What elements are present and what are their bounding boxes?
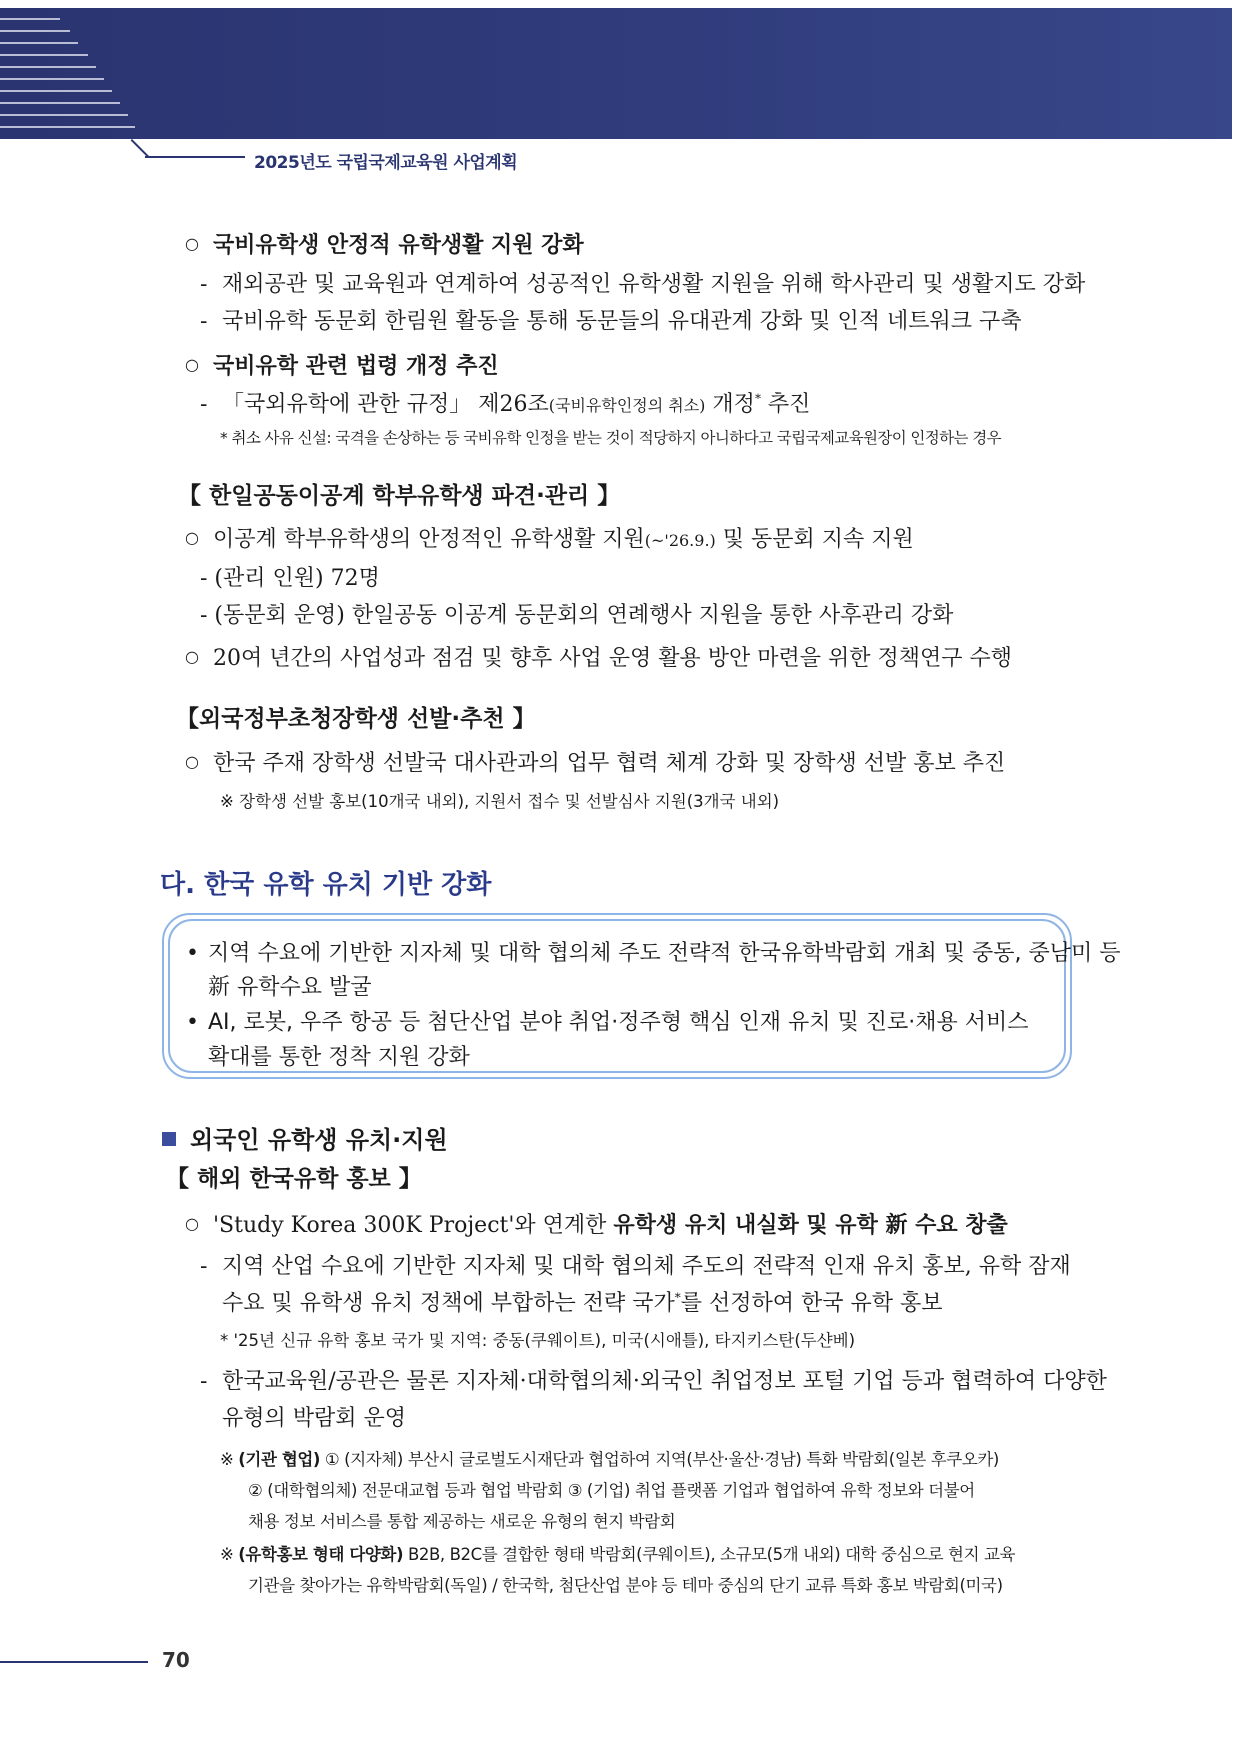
box-bullet-cont: 확대를 통한 정착 지원 강화 <box>208 1045 470 1070</box>
dash-item: - 한국교육원/공관은 물론 지자체·대학협의체·외국인 취업정보 포털 기업 등과 협력하여 다양한 <box>200 1369 1107 1394</box>
reference-note-cont: ② (대학협의체) 전문대교협 등과 협업 박람회 ③ (기업) 취업 플랫폼 기업과 협업하여 유학 정보와 더불어 <box>248 1481 975 1500</box>
square-bullet-icon <box>162 1132 176 1146</box>
header-edge <box>1232 8 1241 139</box>
page-number: 70 <box>162 1648 190 1672</box>
dash-item: - 재외공관 및 교육원과 연계하여 성공적인 유학생활 지원을 위해 학사관리 및 생활지도 강화 <box>200 272 1086 297</box>
reference-note: ※ (유학홍보 형태 다양화) B2B, B2C를 결합한 형태 박람회(쿠웨이트), 소규모(5개 내외) 대학 중심으로 현지 교육 <box>220 1545 1016 1564</box>
reference-note-cont: 기관을 찾아가는 유학박람회(독일) / 한국학, 첨단산업 분야 등 테마 중심의 단기 교류 특화 홍보 박람회(미국) <box>248 1576 1003 1595</box>
dash-item-cont: 유형의 박람회 운영 <box>222 1406 407 1431</box>
header-diagonal <box>131 139 149 157</box>
dash-item: - (동문회 운영) 한일공동 이공계 동문회의 연례행사 지원을 통한 사후관리 강화 <box>200 603 954 628</box>
box-bullet: • 지역 수요에 기반한 지자체 및 대학 협의체 주도 전략적 한국유학박람회 개최 및 중동, 중남미 등 <box>186 941 1121 966</box>
dash-item-cont: 수요 및 유학생 유치 정책에 부합하는 전략 국가*를 선정하여 한국 유학 홍보 <box>222 1290 943 1316</box>
section-title: 다. 한국 유학 유치 기반 강화 <box>160 870 492 900</box>
reference-note: ※ (기관 협업) ① (지자체) 부산시 글로벌도시재단과 협업하여 지역(부산·울산·경남) 특화 박람회(일본 후쿠오카) <box>220 1450 999 1469</box>
box-bullet: • AI, 로봇, 우주 항공 등 첨단산업 분야 취업·정주형 핵심 인재 유치 및 진로·채용 서비스 <box>186 1010 1029 1035</box>
footer-rule <box>0 1661 148 1663</box>
subsection-title: 【외국정부초청장학생 선발·추천 】 <box>176 706 536 732</box>
running-header-title: 2025년도 국립국제교육원 사업계획 <box>254 153 518 173</box>
footnote: * '25년 신규 유학 홍보 국가 및 지역: 중동(쿠웨이트), 미국(시애틀), 타지키스탄(두샨베) <box>220 1331 856 1350</box>
reference-note-cont: 채용 정보 서비스를 통합 제공하는 새로운 유형의 현지 박람회 <box>248 1512 676 1531</box>
dash-item: - 국비유학 동문회 한림원 활동을 통해 동문들의 유대관계 강화 및 인적 네트워크 구축 <box>200 309 1022 334</box>
topic-heading: 외국인 유학생 유치·지원 <box>162 1120 448 1155</box>
dash-item: - 「국외유학에 관한 규정」 제26조(국비유학인정의 취소) 개정* 추진 <box>200 391 811 417</box>
bullet-item: ○ 'Study Korea 300K Project'와 연계한 유학생 유치 내실화 및 유학 新 수요 창출 <box>185 1213 1008 1238</box>
dash-item: - (관리 인원) 72명 <box>200 566 380 591</box>
bullet-heading: ○ 국비유학생 안정적 유학생활 지원 강화 <box>185 233 584 258</box>
bullet-item: ○ 20여 년간의 사업성과 점검 및 향후 사업 운영 활용 방안 마련을 위한 정책연구 수행 <box>185 646 1012 671</box>
header-stripes <box>0 8 150 139</box>
subsection-title: 【 해외 한국유학 홍보 】 <box>166 1166 422 1192</box>
reference-note: ※ 장학생 선발 홍보(10개국 내외), 지원서 접수 및 선발심사 지원(3개국 내외) <box>220 792 780 811</box>
box-bullet-cont: 新 유학수요 발굴 <box>208 975 372 1000</box>
header-band <box>0 8 1241 139</box>
bullet-heading: ○ 국비유학 관련 법령 개정 추진 <box>185 354 499 379</box>
header-rule <box>145 156 245 158</box>
bullet-item: ○ 한국 주재 장학생 선발국 대사관과의 업무 협력 체계 강화 및 장학생 선발 홍보 추진 <box>185 751 1006 776</box>
dash-item: - 지역 산업 수요에 기반한 지자체 및 대학 협의체 주도의 전략적 인재 유치 홍보, 유학 잠재 <box>200 1254 1071 1279</box>
bullet-item: ○ 이공계 학부유학생의 안정적인 유학생활 지원(~'26.9.) 및 동문회 지속 지원 <box>185 527 914 552</box>
subsection-title: 【 한일공동이공계 학부유학생 파견·관리 】 <box>178 483 621 509</box>
footnote: * 취소 사유 신설: 국격을 손상하는 등 국비유학 인정을 받는 것이 적당하지 아니하다고 국립국제교육원장이 인정하는 경우 <box>220 429 1001 447</box>
